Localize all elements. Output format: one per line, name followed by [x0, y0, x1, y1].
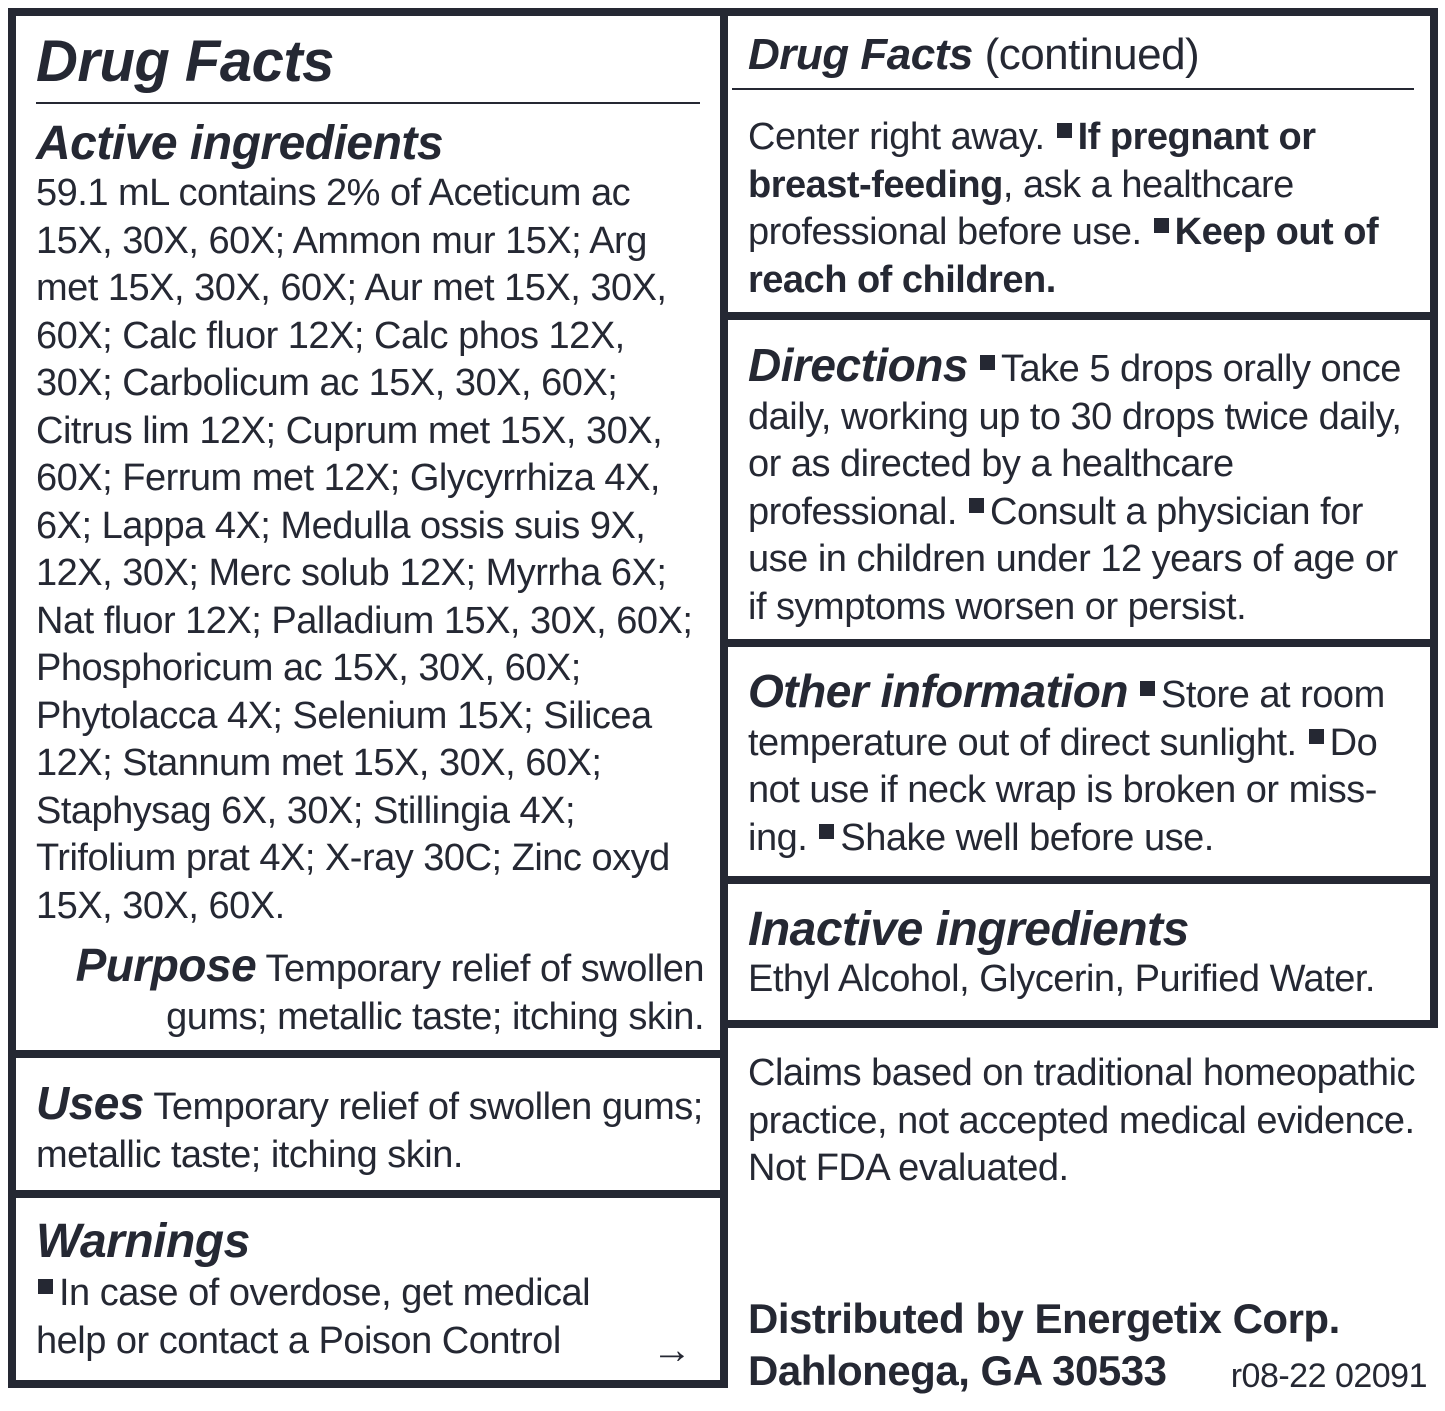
- warnings-heading: Warnings: [36, 1215, 250, 1268]
- bullet-square-icon: [819, 824, 834, 839]
- continued-suffix: (continued): [984, 30, 1200, 79]
- directions-text-2: Consult a physician for use in children under 12 years of age or if symptoms worsen or persist.: [748, 490, 1398, 628]
- continued-text-1: Center right away.: [748, 116, 1045, 158]
- directions-block: [748, 339, 1416, 631]
- bullet-square-icon: [980, 355, 995, 370]
- purpose-heading: Purpose: [75, 939, 257, 991]
- uses-heading: Uses: [36, 1077, 144, 1129]
- inactive-ingredients-heading: Inactive ingredients: [748, 903, 1189, 956]
- other-information-heading: Other information: [748, 665, 1128, 717]
- active-ingredients-heading: Active ingredients: [36, 117, 444, 170]
- uses-block: [36, 1077, 704, 1179]
- title-rule: [36, 102, 700, 104]
- bullet-square-icon: [969, 498, 984, 513]
- continued-arrow-icon: →: [652, 1328, 692, 1372]
- purpose-text: Temporary relief of swollen gums; metallic taste; itching skin.: [166, 948, 704, 1038]
- continued-text: [748, 114, 1412, 304]
- directions-heading: Directions: [748, 339, 968, 391]
- other-information-block: [748, 665, 1416, 862]
- bullet-square-icon: [38, 1279, 53, 1294]
- drug-facts-title: Drug Facts: [36, 29, 334, 94]
- bullet-square-icon: [1309, 729, 1324, 744]
- bullet-square-icon: [1140, 681, 1155, 696]
- warnings-text: In case of overdose, get medical help or contact a Poison Control: [36, 1272, 591, 1362]
- other-information-text-3: Shake well before use.: [840, 816, 1214, 859]
- title-rule-right: [732, 88, 1414, 90]
- claims-text: Claims based on traditional homeopathic practice, not accepted medical evidence. Not FDA evaluated.: [748, 1052, 1416, 1189]
- continued-text-2: , ask a healthcare professional before use.: [748, 163, 1294, 253]
- active-ingredients-text: 59.1 mL contains 2% of Aceticum ac 15X, 30X, 60X; Ammon mur 15X; Arg met 15X, 30X, 60X; Aur met 15X, 30X, 60X; Calc fluor 12X; Calc phos 12X, 30X; Carbolicum ac 15X, 30X, 60X; Citrus lim 12X; Cuprum met 15X, 30X, 60X; Ferrum met 12X; Glycyrrhiza 4X, 6X; Lappa 4X; Medulla ossis suis 9X, 12X, 30X; Merc solub 12X; Myrrha 6X; Nat fluor 12X; Palladium 15X, 30X, 60X; Phosphoricum ac 15X, 30X, 60X; Phytolacca 4X; Selenium 15X; Silicea 12X; Stannum met 15X, 30X, 60X; Staphysag 6X, 30X; Stillingia 4X; Trifolium prat 4X; X-ray 30C; Zinc oxyd 15X, 30X, 60X.: [36, 172, 693, 927]
- revision-code: r08-22 02091: [1230, 1357, 1427, 1395]
- other-information-text-2: Do not use if neck wrap is broken or miss-ing.: [748, 721, 1378, 859]
- keep-out-warning: Keep out of reach of children.: [748, 211, 1379, 301]
- directions-text-1: Take 5 drops orally once daily, working up to 30 drops twice daily, or as directed by a healthcare professional.: [748, 348, 1402, 533]
- bullet-square-icon: [1154, 218, 1169, 233]
- drug-facts-title-right: Drug Facts: [748, 30, 973, 79]
- distributor-line-1: Distributed by Energetix Corp.: [748, 1295, 1340, 1342]
- uses-text: Temporary relief of swollen gums; metallic taste; itching skin.: [36, 1086, 703, 1176]
- purpose-block: [60, 939, 704, 1041]
- bullet-square-icon: [1057, 123, 1072, 138]
- drug-facts-continued-title: [748, 30, 1199, 80]
- warnings-text-block: [36, 1270, 636, 1365]
- inactive-ingredients-text: Ethyl Alcohol, Glycerin, Purified Water.: [748, 958, 1375, 1000]
- distributor-line-2: Dahlonega, GA 30533: [748, 1347, 1167, 1394]
- other-information-text-1: Store at room temperature out of direct sunlight.: [748, 674, 1385, 764]
- pregnant-warning: If pregnant or breast-feeding: [748, 116, 1316, 206]
